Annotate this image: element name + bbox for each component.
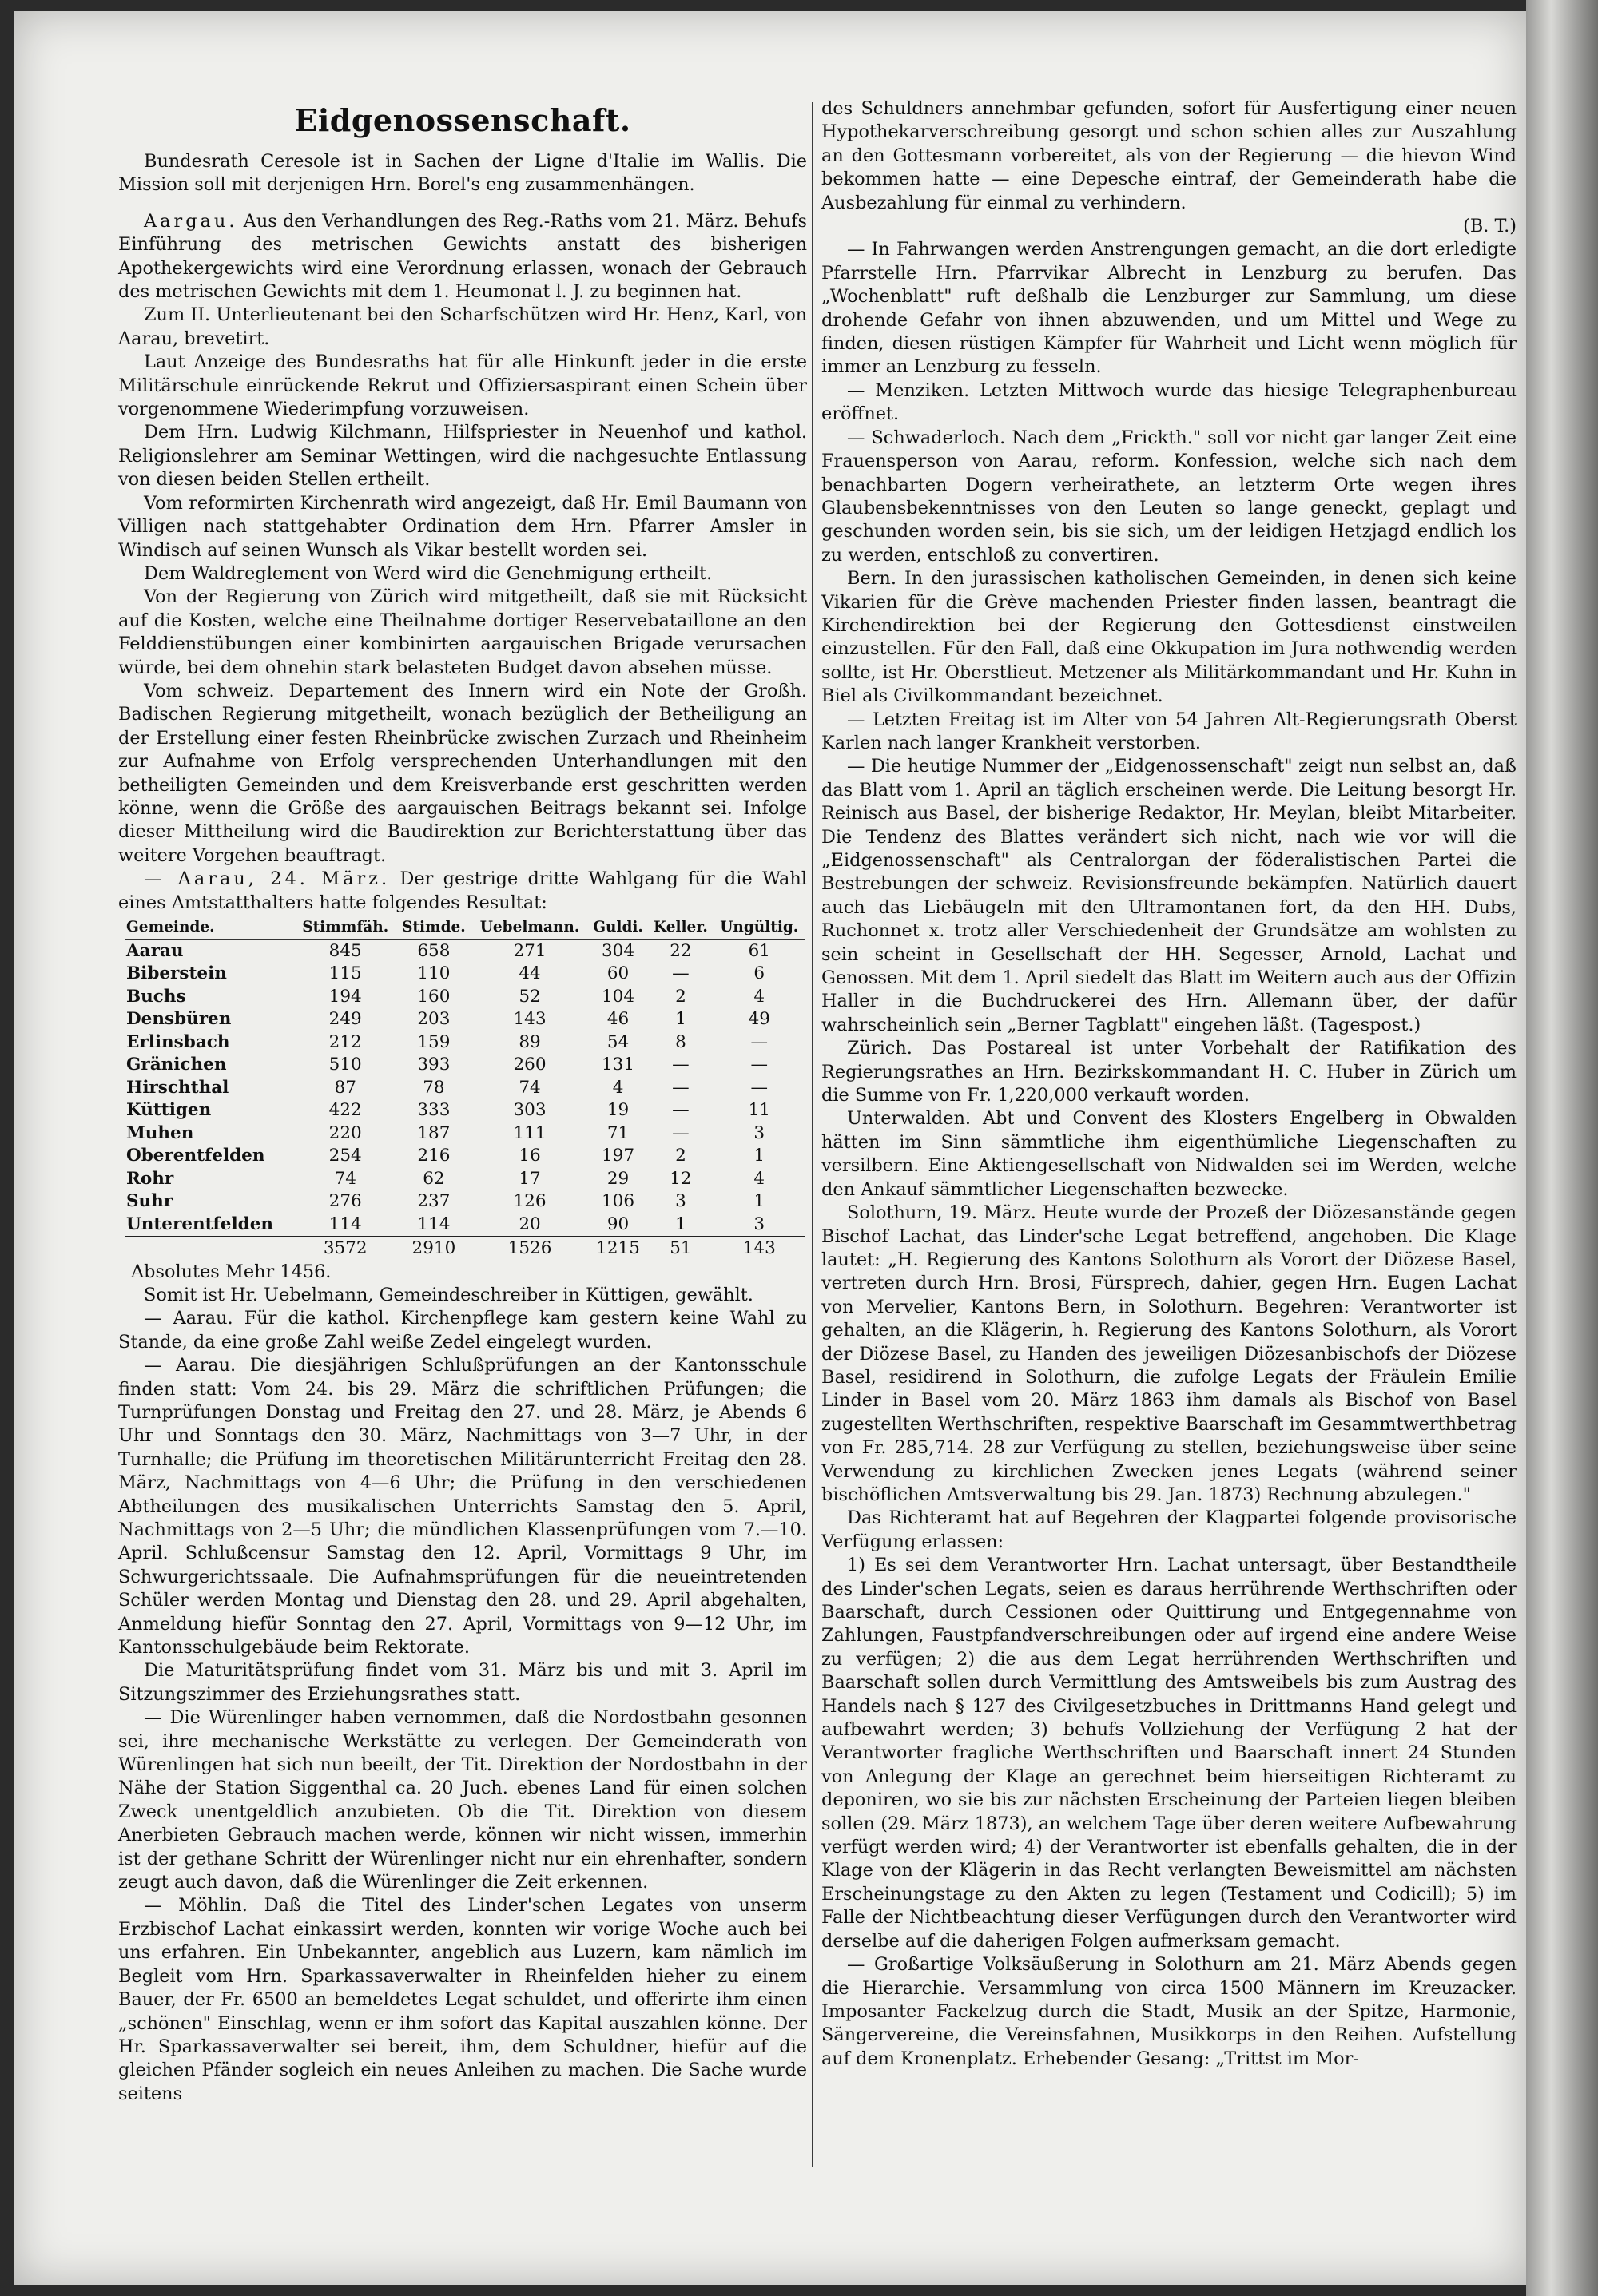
article-paragraph: Solothurn, 19. März. Heute wurde der Prozeß der Diözesanstände gegen Bischof Lachat, das Linder'sche Legat betreffend, angehoben. Die Klage lautet: „H. Regierung des Kantons Solothurn als Vorort der Diözese Basel, vertreten durch Hrn. Brosi, Fürsprech, dahier, gegen Hrn. Eugen Lachat von Mervelier, Kantons Bern, in Solothurn. Begehren: Verantworter ist gehalten, an die Klägerin, h. Regierung des Kantons Solothurn, als Vorort der Diözese Basel, zu Handen des jeweiligen Diözesanbischofs der Diözese Basel, residirend in Solothurn, die zufolge Legats der Fräulein Emilie Linder in Basel vom 20. März 1863 ihm damals als Bischof von Basel zugestellten Werthschriften, respektive Baarschaft im Gesammtwerthbetrag von Fr. 285,714. 28 zur Verfügung zu stellen, beziehungsweise über seine Verwendung zu kirchlichen Zwecken jenes Legats (während seiner bischöflichen Amtsverwaltung bis 29. Jan. 1873) Rechnung abzulegen.": [821, 1202, 1517, 1505]
value-cell: 271: [513, 940, 547, 961]
value-cell: —: [750, 1077, 769, 1098]
value-cell: 6: [753, 963, 765, 983]
intro-paragraph: Bundesrath Ceresole ist in Sachen der Ligne d'Italie im Wallis. Die Mission soll mit derjenigen Hrn. Borel's eng zusammenhängen.: [118, 151, 807, 196]
column-header: Stimmfäh.: [295, 916, 396, 939]
article-paragraph: Unterwalden. Abt und Convent des Klosters Engelberg in Obwalden hätten im Sinn sämmtliche ihm eigenthümliche Liegenschaften zu versilbern. Eine Aktiengesellschaft von Nidwalden sei im Werden, welche den Ankauf sämmtlicher Liegenschaften bezwecke.: [821, 1108, 1517, 1200]
value-cell: 303: [513, 1100, 547, 1120]
article-paragraph: — Möhlin. Daß die Titel des Linder'schen Legates von unserm Erzbischof Lachat einkassirt werden, konnten wir vorige Woche auch bei uns erfahren. Ein Unbekannter, angeblich aus Luzern, kam nämlich im Begleit vom Hrn. Sparkassaverwalter in Rheinfelden hieher zu einem Bauer, der Fr. 6500 an bemeldetes Legat schuldet, und offerirte ihm einen „schönen" Einschlag, wenn er ihm sofort das Kapital auszahlen könne. Der Hr. Sparkassaverwalter sei bereit, ihm, dem Schuldner, hiefür auf die gleichen Pfänder sogleich ein neues Anleihen zu machen. Die Sache wurde seitens: [118, 1895, 807, 2104]
value-cell: —: [672, 963, 690, 983]
right-column: [821, 97, 1517, 2071]
value-cell: 4: [753, 1168, 765, 1189]
value-cell: 74: [334, 1168, 356, 1189]
total-cell: [125, 1237, 295, 1261]
value-cell: 212: [328, 1031, 362, 1052]
value-cell: 12: [670, 1168, 692, 1189]
value-cell: 203: [417, 1009, 451, 1029]
value-cell: 1: [675, 1214, 686, 1234]
value-cell: 143: [513, 1009, 547, 1029]
table-row: [125, 1031, 805, 1055]
value-cell: 249: [328, 1009, 362, 1029]
place-label: — Aarau, 24. März.: [144, 868, 391, 890]
value-cell: 3: [753, 1214, 765, 1234]
total-cell: 1526: [471, 1237, 588, 1261]
value-cell: 71: [606, 1122, 630, 1143]
value-cell: 87: [334, 1077, 356, 1098]
table-row: [125, 1077, 805, 1100]
total-cell: 51: [648, 1237, 713, 1261]
municipality-cell: Muhen: [126, 1122, 194, 1143]
total-cell: 3572: [295, 1237, 396, 1261]
article-paragraph: — Schwaderloch. Nach dem „Frickth." soll vor nicht gar langer Zeit eine Frauensperson von Aarau, reform. Konfession, welche sich nach dem benachbarten Dogern verheirathete, an letzterm Orte wegen ihres Glaubensbekenntnisses von den Leuten so lange geneckt, geplagt und geschunden worden sein, bis sie sich, um der leidigen Hetzjagd endlich los zu werden, entschloß zu convertiren.: [821, 427, 1517, 566]
value-cell: 1: [675, 1009, 686, 1029]
value-cell: 115: [328, 963, 362, 983]
municipality-cell: Suhr: [126, 1191, 173, 1211]
article-paragraph: Bern. In den jurassischen katholischen Gemeinden, in denen sich keine Vikarien für die Grève machenden Priester finden lassen, beantragt die Kirchendirektion bei der Regierung den Gottesdienst einstweilen einzustellen. Für den Fall, daß eine Okkupation im Jura nothwendig werden sollte, ist Hr. Oberstlieut. Metzener als Militärkommandant und Hr. Kuhn in Biel als Civilkommandant bezeichnet.: [821, 568, 1517, 707]
article-paragraph: Dem Waldreglement von Werd wird die Genehmigung ertheilt.: [144, 562, 713, 584]
article-paragraph: — Die Würenlinger haben vernommen, daß die Nordostbahn gesonnen sei, ihre mechanische Werkstätte zu verlegen. Der Gemeinderath von Würenlingen hat sich nun beeilt, der Tit. Direktion der Nordostbahn in der Nähe der Station Siggenthal ca. 20 Juch. ebenes Land für einen solchen Zweck unentgeldlich anzubieten. Ob die Tit. Direktion von diesem Anerbieten Gebrauch machen werde, können wir nicht wissen, immerhin ist der gethane Schritt der Würenlinger nicht nur ein ehrenhafter, sondern zeugt auch davon, daß die Würenlinger die Zeit erkennen.: [118, 1707, 807, 1893]
value-cell: 333: [417, 1100, 451, 1120]
value-cell: 260: [513, 1055, 547, 1075]
value-cell: —: [750, 1031, 769, 1052]
value-cell: —: [672, 1055, 690, 1075]
municipality-cell: Hirschthal: [126, 1077, 229, 1098]
value-cell: 20: [519, 1214, 541, 1234]
absolute-majority: Absolutes Mehr 1456.: [131, 1261, 332, 1282]
value-cell: 78: [423, 1077, 445, 1098]
section-heading: Eidgenossenschaft.: [294, 102, 631, 138]
article-paragraph: Das Richteramt hat auf Begehren der Klagpartei folgende provisorische Verfügung erlassen:: [821, 1507, 1517, 1552]
left-column: [118, 150, 807, 2106]
article-paragraph: Die Maturitätsprüfung findet vom 31. März bis und mit 3. April im Sitzungszimmer des Erziehungsrathes statt.: [118, 1660, 807, 1705]
municipality-cell: Gränichen: [126, 1055, 227, 1075]
value-cell: 29: [606, 1168, 630, 1189]
value-cell: 74: [519, 1077, 541, 1098]
table-header-row: [125, 916, 805, 939]
article-paragraph: — Aarau. Die diesjährigen Schlußprüfungen an der Kantonsschule finden statt: Vom 24. bis 29. März die schriftlichen Prüfungen; die Turnprüfungen Donstag und Freitag den 27. und 28. März, je Abends 6 Uhr und Sonntags den 30. März, Nachmittags von 3—7 Uhr, in der Turnhalle; die Prüfung im theoretischen Militärunterricht Freitag den 28. März, Nachmittags von 4—6 Uhr; die Prüfung in den verschiedenen Abtheilungen des musikalischen Unterrichts Samstag den 5. April, Nachmittags von 2—5 Uhr; die mündlichen Klassenprüfungen vom 7.—10. April. Schlußcensur Samstag den 12. April, Vormittags 9 Uhr, im Schwurgerichtssaale. Die Aufnahmsprüfungen für die neueintretenden Schüler werden Montag und Dienstag den 28. und 29. April abgehalten, Anmeldung hiefür Sonntag den 27. April, Vormittags von 9—12 Uhr, im Kantonsschulgebäude beim Rektorate.: [118, 1355, 807, 1658]
value-cell: 3: [675, 1191, 686, 1211]
election-results-table: [125, 916, 805, 1261]
value-cell: —: [750, 1055, 769, 1075]
article-paragraph: des Schuldners annehmbar gefunden, sofort für Ausfertigung einer neuen Hypothekarverschreibung gesorgt und schon schien alles zur Auszahlung an den Gottesmann vorbereitet, als von der Regierung — die hievon Wind bekommen hatte — eine Depesche eintraf, der Gemeinderath habe die Ausbezahlung für einmal zu verhindern.: [821, 98, 1517, 213]
column-divider: [812, 102, 813, 2167]
article-paragraph: — Letzten Freitag ist im Alter von 54 Jahren Alt-Regierungsrath Oberst Karlen nach langer Krankheit verstorben.: [821, 709, 1517, 753]
table-row: [125, 1214, 805, 1237]
article-paragraph: — In Fahrwangen werden Anstrengungen gemacht, an die dort erledigte Pfarrstelle Hrn. Pfarrvikar Albrecht in Lenzburg zu berufen. Das „Wochenblatt" ruft deßhalb die Lenzburger zur Sammlung, um diese drohende Gefahr von ihnen abzuwenden, und um Mittel und Wege zu finden, diesen rüstigen Kämpfer für Wahrheit und Licht wenn möglich für immer an Lenzburg zu fesseln.: [821, 239, 1517, 378]
article-paragraph: Vom reformirten Kirchenrath wird angezeigt, daß Hr. Emil Baumann von Villigen nach stattgehabter Ordination dem Hrn. Pfarrer Amsler in Windisch auf seinen Wunsch als Vikar bestellt worden sei.: [118, 492, 807, 561]
column-header: Keller.: [648, 916, 713, 939]
value-cell: 46: [606, 1009, 630, 1029]
value-cell: 4: [612, 1077, 624, 1098]
table-row: [125, 1168, 805, 1191]
value-cell: 114: [328, 1214, 362, 1234]
value-cell: 131: [602, 1055, 635, 1075]
value-cell: 160: [417, 986, 451, 1007]
article-paragraph: — Die heutige Nummer der „Eidgenossenschaft" zeigt nun selbst an, daß das Blatt vom 1. April an täglich erscheinen werde. Die Leitung besorgt Hr. Reinisch aus Basel, der bisherige Redaktor, Hr. Meylan, bleibt Mitarbeiter. Die Tendenz des Blattes verändert sich nicht, nach wie vor will die „Eidgenossenschaft" als Centralorgan der föderalistischen Partei die Bestrebungen der schweiz. Revisionsfreunde bekämpfen. Natürlich dauert auch das Liebäugeln mit den Ultramontanen fort, da den HH. Dubs, Ruchonnet x. trotz aller Verschiedenheit der Grundsätze am wohlsten zu sein scheint in Gesellschaft der HH. Segesser, Arnold, Lachat und Genossen. Mit dem 1. April siedelt das Blatt im Weitern auch aus der Offizin Haller in die Buchdruckerei des Hrn. Allemann über, der dafür wahrscheinlich sein „Berner Tagblatt" eingehen läßt. (Tagespost.): [821, 756, 1517, 1035]
column-header: Gemeinde.: [125, 916, 295, 939]
total-cell: 143: [714, 1237, 805, 1261]
municipality-cell: Oberentfelden: [126, 1146, 265, 1166]
value-cell: —: [672, 1100, 690, 1120]
value-cell: 237: [417, 1191, 451, 1211]
article-paragraph: Laut Anzeige des Bundesraths hat für alle Hinkunft jeder in die erste Militärschule einrückende Rekrut und Offiziersaspirant einen Schein über vorgenommene Wiederimpfung vorzuweisen.: [118, 352, 807, 420]
column-header: Stimde.: [396, 916, 472, 939]
value-cell: 106: [602, 1191, 635, 1211]
value-cell: 194: [328, 986, 362, 1007]
value-cell: 658: [417, 940, 451, 961]
value-cell: 159: [417, 1031, 451, 1052]
article-paragraph: Somit ist Hr. Uebelmann, Gemeindeschreiber in Küttigen, gewählt.: [144, 1284, 753, 1305]
article-paragraph: 1) Es sei dem Verantworter Hrn. Lachat untersagt, über Bestandtheile des Linder'schen Legats, seien es daraus herrührende Werthschriften oder Baarschaft, durch Cessionen oder Quittirung und Entgegennahme von Zahlungen, Faustpfandverschreibungen oder auf irgend eine andere Weise zu verfügen; 2) die aus dem Legat herrührenden Werthschriften und Baarschaft sollen durch Vermittlung des Amtsweibels bis zum Austrag des Handels nach § 127 des Civilgesetzbuches in Drittmanns Hand gelegt und aufbewahrt werden; 3) behufs Vollziehung der Verfügung 2 hat der Verantworter fragliche Werthschriften und Baarschaft innert 24 Stunden von Anlegung der Klage an gerechnet beim hierseitigen Richteramt zu deponiren, wo sie bis zur nächsten Erscheinung der Parteien liegen bleiben sollen (29. März 1873), an welchem Tage über deren weitere Aufbewahrung verfügt werden wird; 4) der Verantworter ist ebenfalls gehalten, die in der Klage von der Klägerin in das Recht verlangten Beweismittel am nächsten Erscheinungstage zu den Akten zu legen (Testament und Codicill); 5) im Falle der Nichtbeachtung dieser Verfügungen durch den Verantworter wird derselbe auf die daherigen Folgen aufmerksam gemacht.: [821, 1555, 1517, 1952]
value-cell: 49: [748, 1009, 770, 1029]
value-cell: 19: [606, 1100, 630, 1120]
value-cell: 111: [513, 1122, 547, 1143]
value-cell: 114: [417, 1214, 451, 1234]
article-paragraph: Dem Hrn. Ludwig Kilchmann, Hilfspriester in Neuenhof und kathol. Religionslehrer am Seminar Wettingen, wird die nachgesuchte Entlassung von diesen beiden Stellen ertheilt.: [118, 422, 807, 491]
article-paragraph: — Aarau. Für die kathol. Kirchenpflege kam gestern keine Wahl zu Stande, da eine große Zahl weiße Zedel eingelegt wurden.: [118, 1308, 807, 1353]
value-cell: 3: [753, 1122, 765, 1143]
table-row: [125, 1099, 805, 1122]
value-cell: 4: [753, 986, 765, 1007]
source-signature: (B. T.): [1463, 216, 1517, 237]
value-cell: 90: [606, 1214, 630, 1234]
table-row: [125, 963, 805, 986]
value-cell: 16: [519, 1146, 541, 1166]
value-cell: 220: [328, 1122, 362, 1143]
value-cell: 11: [748, 1100, 770, 1120]
table-row: [125, 1122, 805, 1146]
article-paragraph: Vom schweiz. Departement des Innern wird ein Note der Großh. Badischen Regierung mitgetheilt, wonach bezüglich der Betheiligung an der Erstellung einer festen Rheinbrücke zwischen Zurzach und Rheinheim zur Aufnahme von Erfolg versprechenden Unterhandlungen mit den betheiligten Gemeinden und dem Kreisverbande erst geschritten werden könne, wenn die Größe des aargauischen Beitrags bekannt sei. Infolge dieser Mittheilung wird die Baudirektion zur Berichterstattung über das weitere Vorgehen beauftragt.: [118, 680, 807, 866]
aargau-paragraph: Aargau. Aus den Verhandlungen des Reg.-Raths vom 21. März. Behufs Einführung des metrischen Gewichts anstatt des bisherigen Apothekergewichts wird eine Verordnung erlassen, wonach der Gebrauch des metrischen Gewichts mit dem 1. Heumonat l. J. zu beginnen hat.: [118, 210, 808, 303]
municipality-cell: Küttigen: [126, 1100, 212, 1120]
value-cell: 845: [328, 940, 362, 961]
value-cell: 304: [602, 940, 635, 961]
value-cell: 60: [606, 963, 630, 983]
value-cell: 422: [328, 1100, 362, 1120]
municipality-cell: Buchs: [126, 986, 186, 1007]
election-paragraph: — Aarau, 24. März. Der gestrige dritte Wahlgang für die Wahl eines Amtstatthalters hatte folgendes Resultat:: [118, 868, 807, 913]
article-paragraph: — Menziken. Letzten Mittwoch wurde das hiesige Telegraphenbureau eröffnet.: [821, 379, 1517, 425]
value-cell: 126: [513, 1191, 547, 1211]
value-cell: 62: [423, 1168, 445, 1189]
municipality-cell: Rohr: [126, 1168, 174, 1189]
page-edge: [1526, 0, 1598, 2296]
table-row: [125, 1190, 805, 1214]
value-cell: 22: [670, 940, 692, 961]
column-header: Ungültig.: [714, 916, 805, 939]
value-cell: 89: [519, 1031, 541, 1052]
table-row: [125, 939, 805, 963]
value-cell: 187: [417, 1122, 451, 1143]
value-cell: 1: [753, 1191, 765, 1211]
value-cell: 2: [675, 986, 686, 1007]
totals-row: [125, 1237, 805, 1261]
value-cell: 110: [417, 963, 451, 983]
value-cell: 17: [519, 1168, 541, 1189]
value-cell: 276: [328, 1191, 362, 1211]
value-cell: 61: [748, 940, 770, 961]
table-row: [125, 986, 805, 1009]
total-cell: 2910: [396, 1237, 472, 1261]
value-cell: 510: [328, 1055, 362, 1075]
value-cell: 52: [519, 986, 541, 1007]
value-cell: 393: [417, 1055, 451, 1075]
table-row: [125, 1054, 805, 1077]
municipality-cell: Densbüren: [126, 1009, 232, 1029]
place-label: Aargau.: [144, 210, 238, 232]
value-cell: 8: [675, 1031, 686, 1052]
value-cell: 254: [328, 1146, 362, 1166]
municipality-cell: Unterentfelden: [126, 1214, 273, 1234]
article-paragraph: — Großartige Volksäußerung in Solothurn am 21. März Abends gegen die Hierarchie. Versammlung von circa 1500 Männern im Kreuzacker. Imposanter Fackelzug durch die Stadt, Musik an der Spitze, Harmonie, Sängervereine, die Vereinsfahnen, Musikkorps in den Reihen. Aufstellung auf dem Kronenplatz. Erhebender Gesang: „Trittst im Mor-: [821, 1954, 1517, 2069]
table-row: [125, 1008, 805, 1031]
table-row: [125, 1145, 805, 1168]
column-header: Guldi.: [588, 916, 649, 939]
value-cell: 216: [417, 1146, 451, 1166]
municipality-cell: Erlinsbach: [126, 1031, 230, 1052]
total-cell: 1215: [588, 1237, 649, 1261]
column-header: Uebelmann.: [471, 916, 588, 939]
value-cell: 197: [602, 1146, 635, 1166]
value-cell: 54: [606, 1031, 630, 1052]
article-paragraph: Zürich. Das Postareal ist unter Vorbehalt der Ratifikation des Regierungsrathes an Hrn. Bezirkskommandant H. C. Huber in Zürich um die Summe von Fr. 1,220,000 verkauft worden.: [821, 1038, 1517, 1106]
value-cell: —: [672, 1122, 690, 1143]
value-cell: 104: [602, 986, 635, 1007]
municipality-cell: Aarau: [126, 940, 184, 961]
value-cell: —: [672, 1077, 690, 1098]
value-cell: 44: [519, 963, 541, 983]
value-cell: 1: [753, 1146, 765, 1166]
article-paragraph: Zum II. Unterlieutenant bei den Scharfschützen wird Hr. Henz, Karl, von Aarau, brevetirt.: [118, 304, 807, 349]
municipality-cell: Biberstein: [126, 963, 227, 983]
article-paragraph: Von der Regierung von Zürich wird mitgetheilt, daß sie mit Rücksicht auf die Kosten, welche eine Theilnahme dortiger Reservebataillone an den Felddienstübungen einer kombinirten aargauischen Brigade verursachen würde, bei dem ohnehin stark belasteten Budget davon absehen müsse.: [118, 586, 807, 678]
value-cell: 2: [675, 1146, 686, 1166]
